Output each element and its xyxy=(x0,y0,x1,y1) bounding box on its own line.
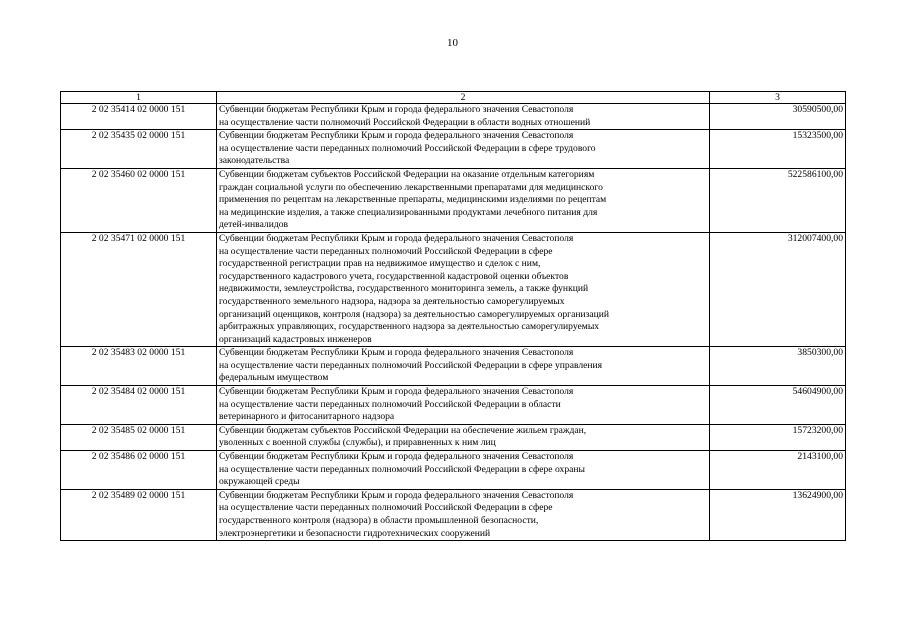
column-header-code: 1 xyxy=(61,92,217,104)
table-row xyxy=(61,386,846,425)
table-row xyxy=(61,104,846,130)
description-cell: Субвенции бюджетам субъектов Российской Федерации на обеспечение жильем граждан, уволенных с военной службы (службы), и приравненных к ним лиц xyxy=(217,424,710,450)
column-header-amount: 3 xyxy=(710,92,846,104)
budget-code-cell: 2 02 35489 02 0000 151 xyxy=(61,489,217,540)
budget-code-cell: 2 02 35460 02 0000 151 xyxy=(61,168,217,232)
budget-code-cell: 2 02 35414 02 0000 151 xyxy=(61,104,217,130)
budget-code-cell: 2 02 35483 02 0000 151 xyxy=(61,347,217,386)
budget-code-cell: 2 02 35486 02 0000 151 xyxy=(61,451,217,490)
table-body xyxy=(61,104,846,541)
table-row xyxy=(61,232,846,346)
description-cell: Субвенции бюджетам Республики Крым и города федерального значения Севастополя на осуществление части переданных полномочий Российской Федерации в сфере государственного контроля (надзора) в области промышленной безопасности, электроэнергетики и безопасности гидротехнических сооружений xyxy=(217,489,710,540)
budget-table xyxy=(60,91,846,541)
amount-cell: 54604900,00 xyxy=(710,386,846,425)
budget-code-cell: 2 02 35471 02 0000 151 xyxy=(61,232,217,346)
table-row xyxy=(61,347,846,386)
description-cell: Субвенции бюджетам Республики Крым и города федерального значения Севастополя на осуществление части переданных полномочий Российской Федерации в сфере охраны окружающей среды xyxy=(217,451,710,490)
page-number: 10 xyxy=(447,37,458,49)
table-row xyxy=(61,451,846,490)
amount-cell: 15323500,00 xyxy=(710,130,846,169)
amount-cell: 13624900,00 xyxy=(710,489,846,540)
budget-code-cell: 2 02 35485 02 0000 151 xyxy=(61,424,217,450)
description-cell: Субвенции бюджетам Республики Крым и города федерального значения Севастополя на осуществление части полномочий Российской Федерации в области водных отношений xyxy=(217,104,710,130)
amount-cell: 15723200,00 xyxy=(710,424,846,450)
description-cell: Субвенции бюджетам Республики Крым и города федерального значения Севастополя на осуществление части переданных полномочий Российской Федерации в сфере трудового законодательства xyxy=(217,130,710,169)
header-row xyxy=(61,92,846,104)
table-row xyxy=(61,424,846,450)
table-header xyxy=(61,92,846,104)
description-cell: Субвенции бюджетам субъектов Российской Федерации на оказание отдельным категориям граждан социальной услуги по обеспечению лекарственными препаратами для медицинского применения по рецептам на лекарственные препараты, медицинскими изделиями по рецептам на медицинские изделия, а также специализированными продуктами лечебного питания для детей-инвалидов xyxy=(217,168,710,232)
description-cell: Субвенции бюджетам Республики Крым и города федерального значения Севастополя на осуществление части переданных полномочий Российской Федерации в области ветеринарного и фитосанитарного надзора xyxy=(217,386,710,425)
amount-cell: 312007400,00 xyxy=(710,232,846,346)
description-cell: Субвенции бюджетам Республики Крым и города федерального значения Севастополя на осуществление части переданных полномочий Российской Федерации в сфере управления федеральным имуществом xyxy=(217,347,710,386)
table-row xyxy=(61,130,846,169)
table-row xyxy=(61,489,846,540)
description-cell: Субвенции бюджетам Республики Крым и города федерального значения Севастополя на осуществление части переданных полномочий Российской Федерации в сфере государственной регистрации прав на недвижимое имущество и сделок с ним, государственного кадастрового учета, государственной кадастровой оценки объектов недвижимости, землеустройства, государственного мониторинга земель, а также функций государственного земельного надзора, надзора за деятельностью саморегулируемых организаций оценщиков, контроля (надзора) за деятельностью саморегулируемых организаций арбитражных управляющих, государственного надзора за деятельностью саморегулируемых организаций кадастровых инженеров xyxy=(217,232,710,346)
budget-code-cell: 2 02 35435 02 0000 151 xyxy=(61,130,217,169)
table-row xyxy=(61,168,846,232)
amount-cell: 3850300,00 xyxy=(710,347,846,386)
amount-cell: 30590500,00 xyxy=(710,104,846,130)
amount-cell: 2143100,00 xyxy=(710,451,846,490)
budget-code-cell: 2 02 35484 02 0000 151 xyxy=(61,386,217,425)
column-header-description: 2 xyxy=(217,92,710,104)
amount-cell: 522586100,00 xyxy=(710,168,846,232)
